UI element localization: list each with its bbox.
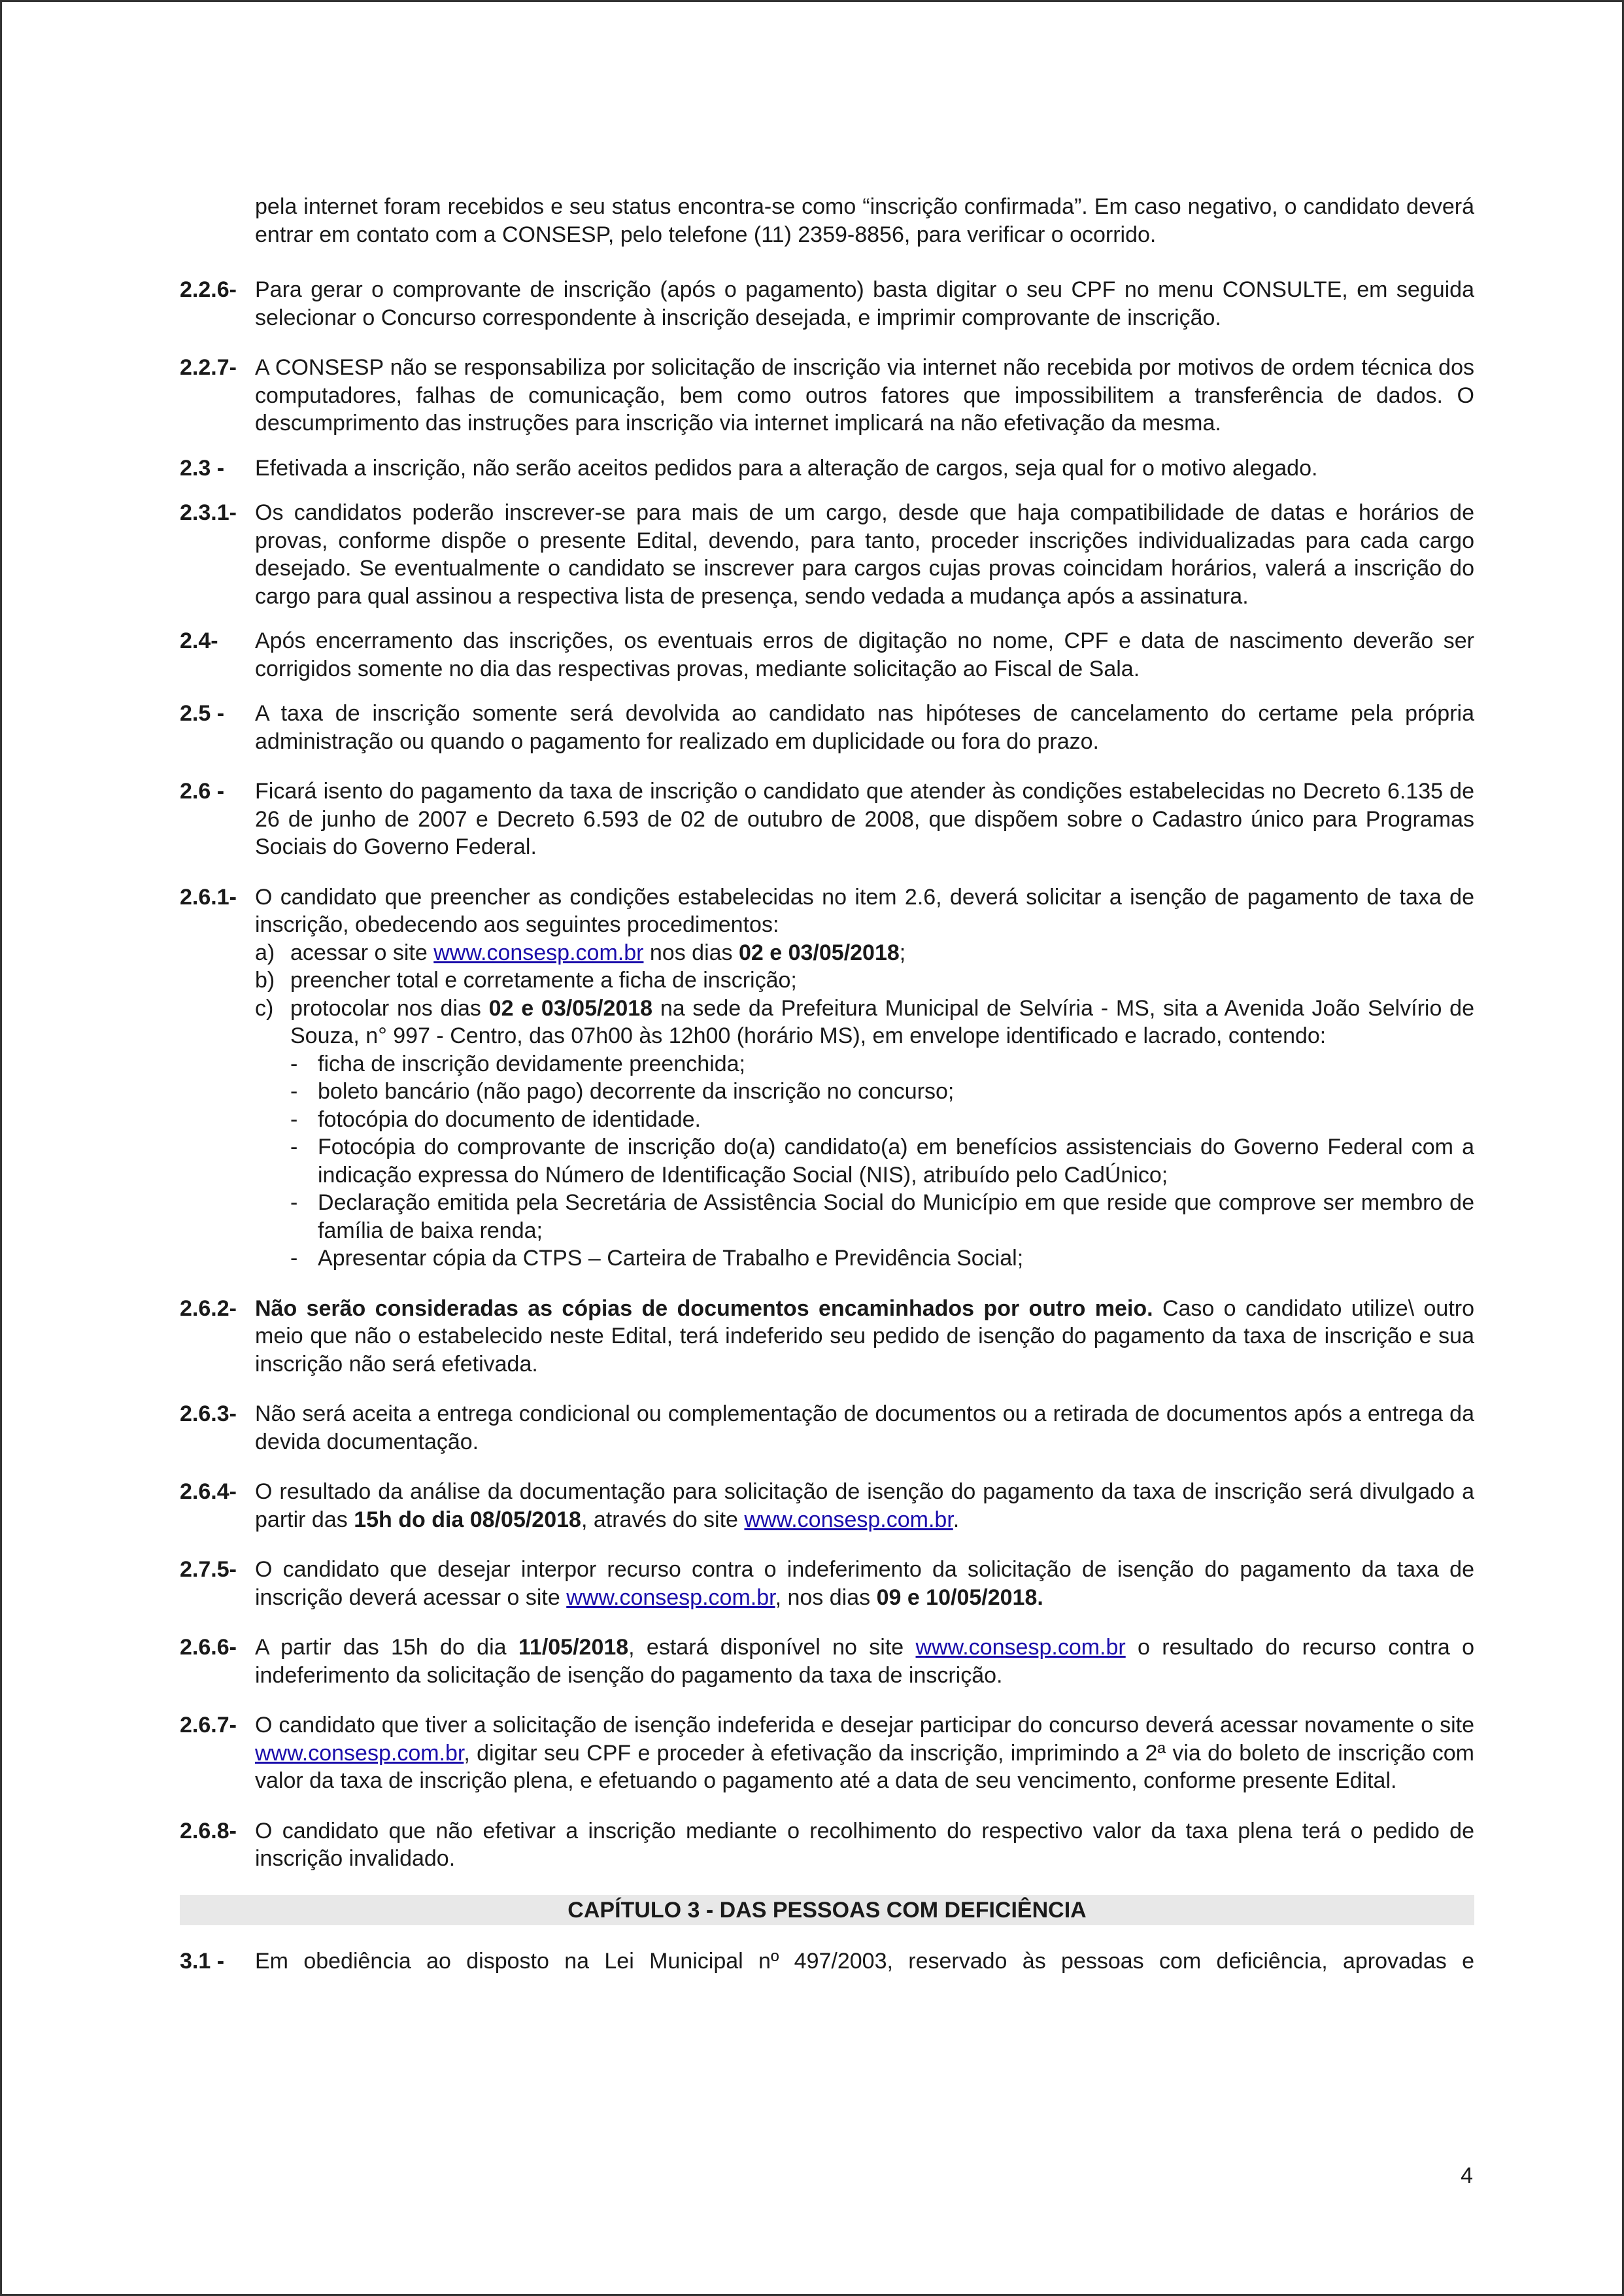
dash-item-3 [255, 1106, 1474, 1134]
item-number: 2.5 - [180, 701, 225, 726]
item-2-6-2 [180, 1295, 1474, 1379]
item-text: Os candidatos poderão inscrever-se para mais de um cargo, desde que haja compatibilidade de datas e horários de provas, conforme dispõe o presente Edital, devendo, para tanto, proceder inscrições individualizadas para cada cargo desejado. Se eventualmente o candidato se inscrever para cargos cujas provas coincidam horários, valerá a inscrição do cargo para qual assinou a respectiva lista de presença, sendo vedada a mudança após a assinatura. [255, 500, 1474, 609]
item-number: 2.7.5- [180, 1557, 237, 1582]
item-2-5 [180, 700, 1474, 755]
dash-item-text: Apresentar cópia da CTPS – Carteira de Trabalho e Previdência Social; [318, 1246, 1024, 1271]
consesp-link[interactable]: www.consesp.com.br [255, 1740, 464, 1766]
item-number: 2.4- [180, 628, 218, 653]
dash-bullet: - [290, 1135, 298, 1159]
subitem-text: protocolar nos dias [290, 995, 489, 1021]
item-3-1 [180, 1947, 1474, 1976]
consesp-link[interactable]: www.consesp.com.br [744, 1507, 953, 1532]
subitem-label: a) [255, 940, 275, 965]
dash-item-2 [255, 1078, 1474, 1106]
dash-item-text: fotocópia do documento de identidade. [318, 1106, 702, 1132]
item-number: 2.6.8- [180, 1818, 237, 1843]
subitem-text: preencher total e corretamente a ficha de inscrição; [290, 968, 797, 993]
date-highlight: 02 e 03/05/2018 [488, 995, 653, 1021]
item-2-3-1 [180, 499, 1474, 610]
item-number: 2.3.1- [180, 500, 237, 525]
subitem-text: ; [899, 940, 906, 965]
item-number: 2.3 - [180, 455, 225, 481]
consesp-link[interactable]: www.consesp.com.br [566, 1585, 775, 1610]
item-text: , nos dias [775, 1585, 877, 1610]
item-number: 2.6.7- [180, 1713, 237, 1738]
item-text: Efetivada a inscrição, não serão aceitos pedidos para a alteração de cargos, seja qual for o motivo alegado. [255, 455, 1318, 481]
item-2-6-7 [180, 1711, 1474, 1795]
subitem-text: nos dias [643, 940, 739, 965]
item-text: O candidato que desejar interpor recurso contra o indeferimento da solicitação de isenção do pagamento da taxa de inscrição deverá acessar o site [255, 1557, 1474, 1610]
dash-bullet: - [290, 1079, 298, 1104]
item-text: Após encerramento das inscrições, os eventuais erros de digitação no nome, CPF e data de nascimento deverão ser corrigidos somente no dia das respectivas provas, mediante solicitação ao Fiscal de Sala. [255, 628, 1474, 681]
item-2-6-1 [180, 883, 1474, 1273]
item-text: . [953, 1507, 960, 1532]
item-2-6-8 [180, 1817, 1474, 1873]
date-highlight: 15h do dia 08/05/2018 [354, 1507, 581, 1532]
date-highlight: 09 e 10/05/2018. [876, 1585, 1043, 1610]
item-text: Ficará isento do pagamento da taxa de inscrição o candidato que atender às condições estabelecidas no Decreto 6.135 de 26 de junho de 2007 e Decreto 6.593 de 02 de outubro de 2008, que dispõem sobre o Cadastro único para Programas Sociais do Governo Federal. [255, 779, 1474, 859]
item-lead-text: O candidato que preencher as condições estabelecidas no item 2.6, deverá solicitar a isenção de pagamento de taxa de inscrição, obedecendo aos seguintes procedimentos: [255, 884, 1474, 937]
dash-bullet: - [290, 1246, 298, 1271]
dash-item-text: ficha de inscrição devidamente preenchida; [318, 1051, 745, 1076]
subitem-text: na sede da Prefeitura Municipal de Selvíria - MS, sita a Avenida João Selvírio de Souza, n° 997 - Centro, das 07h00 às 12h00 (horário MS), em envelope identificado e lacrado, contendo: [290, 995, 1474, 1048]
date-highlight: 02 e 03/05/2018 [738, 940, 900, 965]
dash-item-6 [255, 1244, 1474, 1273]
item-text: Caso o candidato utilize\ outro meio que não o estabelecido neste Edital, terá indeferido seu pedido de isenção do pagamento da taxa de inscrição e sua inscrição não será efetivada. [255, 1295, 1474, 1377]
item-text: A CONSESP não se responsabiliza por solicitação de inscrição via internet não recebida por motivos de ordem técnica dos computadores, falhas de comunicação, bem como outros fatores que impossibilitem a transferência de dados. O descumprimento das instruções para inscrição via internet implicará na não efetivação da mesma. [255, 355, 1474, 436]
item-text: , através do site [581, 1507, 745, 1532]
item-number: 2.6.1- [180, 884, 237, 910]
item-number: 2.6.2- [180, 1295, 237, 1321]
item-text: o resultado do recurso contra o indeferimento da solicitação de isenção do pagamento da taxa de inscrição. [255, 1635, 1474, 1688]
bold-statement: Não serão consideradas as cópias de documentos encaminhados por outro meio. [255, 1295, 1153, 1321]
item-text: O resultado da análise da documentação para solicitação de isenção do pagamento da taxa de inscrição será divulgado a partir das [255, 1479, 1474, 1532]
chapter-heading: CAPÍTULO 3 - DAS PESSOAS COM DEFICIÊNCIA [180, 1895, 1474, 1925]
document-content [180, 193, 1474, 1997]
intro-paragraph: pela internet foram recebidos e seu status encontra-se como “inscrição confirmada”. Em caso negativo, o candidato deverá entrar em contato com a CONSESP, pelo telefone (11) 2359-8856, para verificar o ocorrido. [255, 194, 1474, 247]
dash-item-5 [255, 1189, 1474, 1244]
subitem-text: acessar o site [290, 940, 434, 965]
item-text: Para gerar o comprovante de inscrição (após o pagamento) basta digitar o seu CPF no menu CONSULTE, em seguida selecionar o Concurso correspondente à inscrição desejada, e imprimir comprovante de inscrição. [255, 277, 1474, 330]
item-text: A taxa de inscrição somente será devolvida ao candidato nas hipóteses de cancelamento do certame pela própria administração ou quando o pagamento for realizado em duplicidade ou fora do prazo. [255, 701, 1474, 754]
item-text: O candidato que não efetivar a inscrição mediante o recolhimento do respectivo valor da taxa plena terá o pedido de inscrição invalidado. [255, 1818, 1474, 1871]
subitem-label: c) [255, 995, 274, 1021]
item-number: 2.6 - [180, 779, 225, 804]
dash-bullet: - [290, 1106, 298, 1132]
page-number: 4 [1461, 2163, 1473, 2188]
subitem-c [255, 995, 1474, 1050]
consesp-link[interactable]: www.consesp.com.br [915, 1635, 1126, 1660]
item-number: 2.2.6- [180, 277, 237, 302]
dash-bullet: - [290, 1051, 298, 1076]
item-2-6 [180, 778, 1474, 861]
dash-item-text: Fotocópia do comprovante de inscrição do(a) candidato(a) em benefícios assistenciais do Governo Federal com a indicação expressa do Número de Identificação Social (NIS), atribuído pelo CadÚnico; [318, 1135, 1474, 1188]
consesp-link[interactable]: www.consesp.com.br [433, 940, 644, 965]
item-text: Em obediência ao disposto na Lei Municipal nº 497/2003, reservado às pessoas com deficiência, aprovadas e [255, 1948, 1474, 1974]
item-2-7-5 [180, 1556, 1474, 1611]
item-text: A partir das 15h do dia [255, 1635, 518, 1660]
item-text: , digitar seu CPF e proceder à efetivação da inscrição, imprimindo a 2ª via do boleto de inscrição com valor da taxa de inscrição plena, e efetuando o pagamento até a data de seu vencimento, conforme presente Edital. [255, 1740, 1474, 1793]
item-2-2-6 [180, 276, 1474, 332]
item-text: O candidato que tiver a solicitação de isenção indeferida e desejar participar do concurso deverá acessar novamente o site [255, 1713, 1474, 1738]
subitem-label: b) [255, 968, 275, 993]
dash-item-4 [255, 1133, 1474, 1189]
item-number: 2.6.4- [180, 1479, 237, 1504]
dash-item-1 [255, 1050, 1474, 1078]
item-number: 2.6.3- [180, 1401, 237, 1426]
dash-bullet: - [290, 1190, 298, 1215]
dash-item-text: Declaração emitida pela Secretária de Assistência Social do Município em que reside que comprove ser membro de família de baixa renda; [318, 1190, 1474, 1243]
item-number: 3.1 - [180, 1948, 225, 1974]
item-number: 2.6.6- [180, 1635, 237, 1660]
item-2-6-3 [180, 1400, 1474, 1456]
item-body [255, 883, 1474, 1273]
date-highlight: 11/05/2018 [518, 1635, 629, 1660]
subitem-b [255, 967, 1474, 995]
item-2-4 [180, 627, 1474, 683]
dash-item-text: boleto bancário (não pago) decorrente da inscrição no concurso; [318, 1079, 955, 1104]
item-text: Não será aceita a entrega condicional ou complementação de documentos ou a retirada de documentos após a entrega da devida documentação. [255, 1401, 1474, 1454]
item-number: 2.2.7- [180, 355, 237, 380]
subitem-a [255, 939, 1474, 967]
item-2-6-4 [180, 1478, 1474, 1534]
item-2-3 [180, 454, 1474, 483]
item-text: , estará disponível no site [628, 1635, 916, 1660]
item-2-2-7 [180, 354, 1474, 437]
item-2-6-6 [180, 1634, 1474, 1689]
